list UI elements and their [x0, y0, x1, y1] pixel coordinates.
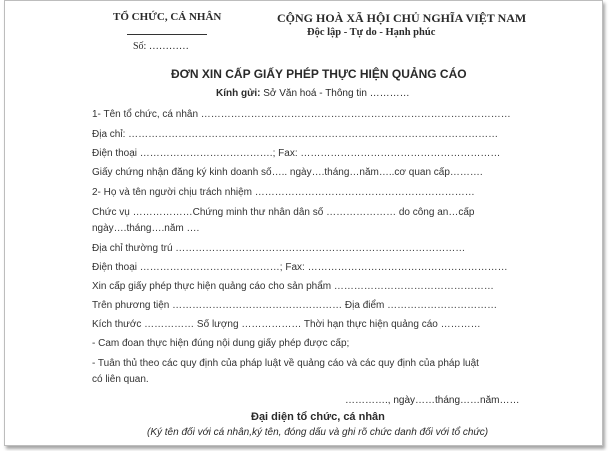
signature-date: …………., ngày……tháng……năm…… [345, 395, 520, 406]
field-size-quantity-duration: Kích thước …………… Số lượng ……………… Thời hạn thực hiện quảng cáo ………… [92, 319, 481, 330]
field-phone-fax-2: Điện thoại ……………………………………; Fax: …………………………………………………… [92, 262, 508, 273]
national-heading: CỘNG HOÀ XÃ HỘI CHỦ NGHĨA VIỆT NAM [277, 11, 527, 25]
signature-title: Đại diện tổ chức, cá nhân [251, 411, 385, 423]
recipient-label: Kính gửi: [216, 88, 261, 99]
field-business-registration: Giấy chứng nhận đăng ký kinh doanh số….. ngày….tháng…năm…..cơ quan cấp………. [92, 167, 483, 178]
field-phone-fax: Điện thoại ………………………………….; Fax: …………………………………………………… [92, 148, 501, 159]
document-title: ĐƠN XIN CẤP GIẤY PHÉP THỰC HIỆN QUẢNG CÁO [171, 67, 467, 81]
recipient-value: Sở Văn hoá - Thông tin ………… [263, 88, 410, 99]
field-organization-name: 1- Tên tổ chức, cá nhân ………………………………………………………………………………… [92, 109, 511, 120]
field-responsible-person: 2- Họ và tên người chịu trách nhiệm ………………………………………………………… [92, 187, 475, 198]
signature-note: (Ký tên đối với cá nhân,ký tên, đóng dấu và ghi rõ chức danh đối với tổ chức) [147, 427, 489, 438]
organization-underline [127, 34, 207, 35]
field-permanent-address: Địa chỉ thường trú …………………………………………………………………………… [92, 243, 466, 254]
field-address: Địa chỉ: ………………………………………………………………………………………………… [92, 129, 499, 140]
recipient-line [216, 88, 410, 99]
field-product: Xin cấp giấy phép thực hiện quảng cáo cho sản phẩm ………………………………………… [92, 281, 494, 292]
national-motto: Độc lập - Tự do - Hạnh phúc [307, 27, 436, 38]
organization-heading: TỔ CHỨC, CÁ NHÂN [113, 11, 222, 23]
document-number: Số: ………… [133, 41, 189, 52]
commitment-line-1: - Cam đoan thực hiện đúng nội dung giấy phép được cấp; [92, 338, 350, 349]
field-position-id: Chức vụ ………………Chứng minh thư nhân dân số ………………… do công an…cấp ngày….tháng….năm …. [92, 207, 475, 234]
field-medium-location: Trên phương tiện …………………………………………… Địa điểm …………………………… [92, 300, 498, 311]
document-page [4, 0, 603, 446]
commitment-line-2: - Tuân thủ theo các quy định của pháp luật về quảng cáo và các quy định của pháp luật có liên quan. [92, 358, 479, 385]
